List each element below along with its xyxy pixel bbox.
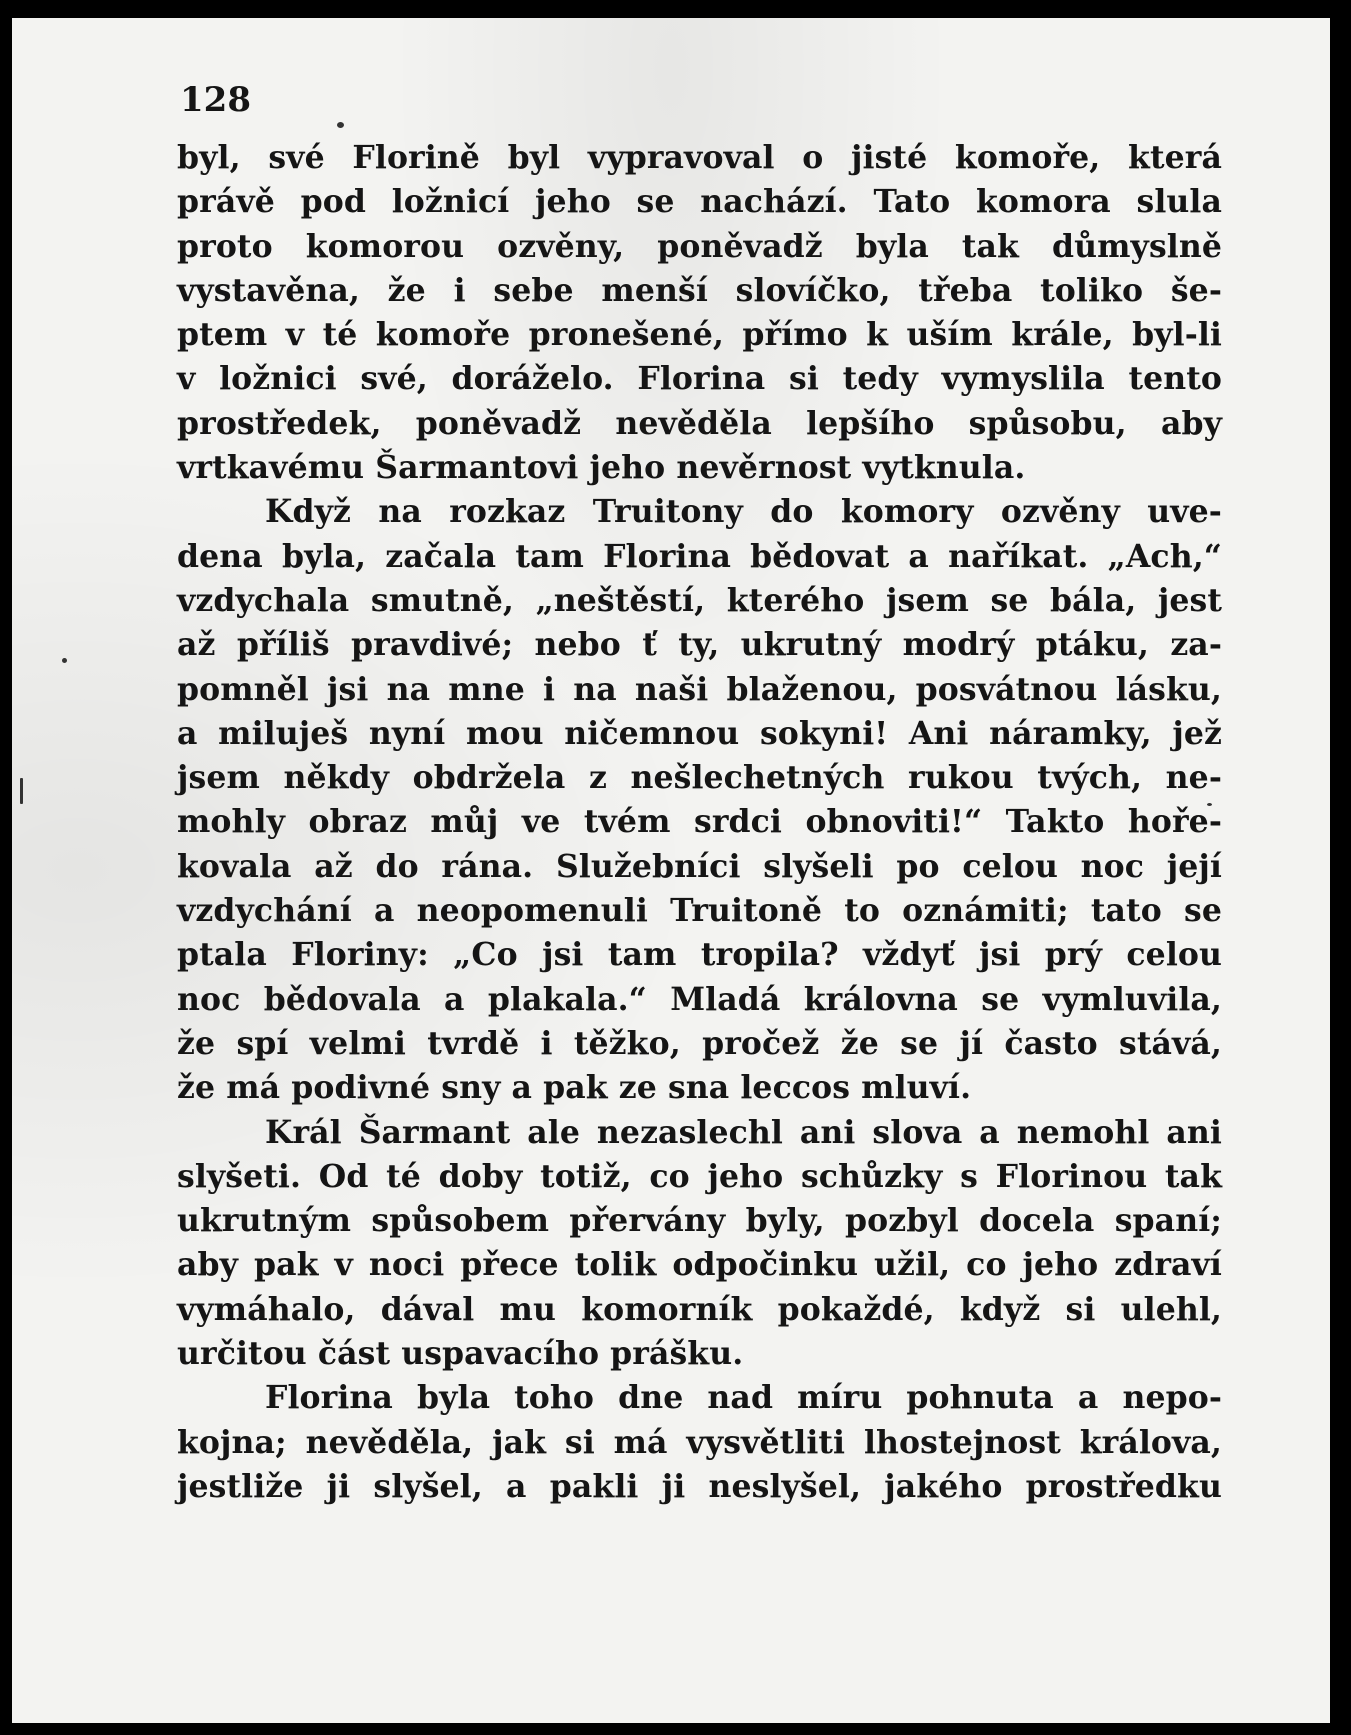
text-line: ptem v té komoře pronešené, přímo k uším krále, byl-li — [177, 316, 1222, 354]
text-line: vymáhalo, dával mu komorník pokaždé, když si ulehl, — [177, 1290, 1222, 1328]
text-line: vzdychání a neopomenuli Truitoně to oznámiti; tato se — [177, 892, 1222, 930]
print-speck — [337, 122, 344, 128]
text-line: vystavěna, že i sebe menší slovíčko, třeba toliko še- — [177, 271, 1222, 309]
text-line: v ložnici své, doráželo. Florina si tedy vymyslila tento — [177, 360, 1222, 398]
text-line: aby pak v noci přece tolik odpočinku užil, co jeho zdraví — [177, 1246, 1222, 1284]
text-line: určitou část uspavacího prášku. — [177, 1335, 744, 1373]
text-line: že má podivné sny a pak ze sna leccos mluví. — [177, 1069, 972, 1107]
text-line: až příliš pravdivé; nebo ť ty, ukrutný modrý ptáku, za- — [177, 626, 1222, 664]
text-line: vrtkavému Šarmantovi jeho nevěrnost vytknula. — [177, 449, 1026, 487]
text-line: prostředek, poněvadž nevěděla lepšího spůsobu, aby — [177, 404, 1222, 442]
text-line: dena byla, začala tam Florina bědovat a naříkat. „Ach,“ — [177, 537, 1222, 575]
body-text — [177, 136, 1222, 1509]
text-line: mohly obraz můj ve tvém srdci obnoviti!“ Takto hoře- — [177, 803, 1222, 841]
text-line: Florina byla toho dne nad míru pohnuta a nepo- — [265, 1379, 1222, 1417]
text-line: noc bědovala a plakala.“ Mladá královna se vymluvila, — [177, 980, 1222, 1018]
print-speck — [62, 658, 67, 663]
text-line: jsem někdy obdržela z nešlechetných rukou tvých, ne- — [177, 759, 1222, 797]
book-page — [12, 18, 1330, 1723]
text-line: a miluješ nyní mou ničemnou sokyni! Ani náramky, jež — [177, 714, 1222, 752]
text-line: jestliže ji slyšel, a pakli ji neslyšel, jakého prostředku — [177, 1467, 1222, 1505]
text-line: ukrutným spůsobem přervány byly, pozbyl docela spaní; — [177, 1202, 1222, 1240]
page-number: 128 — [180, 80, 251, 120]
text-line: že spí velmi tvrdě i těžko, pročež že se jí často stává, — [177, 1024, 1222, 1062]
print-speck — [20, 778, 23, 804]
text-line: slyšeti. Od té doby totiž, co jeho schůzky s Florinou tak — [177, 1157, 1222, 1195]
text-line: pomněl jsi na mne i na naši blaženou, posvátnou lásku, — [177, 670, 1222, 708]
text-line: Když na rozkaz Truitony do komory ozvěny uve- — [265, 493, 1222, 531]
text-line: Král Šarmant ale nezaslechl ani slova a nemohl ani — [265, 1113, 1222, 1151]
text-line: právě pod ložnicí jeho se nachází. Tato komora slula — [177, 183, 1222, 221]
text-line: kovala až do rána. Služebníci slyšeli po celou noc její — [177, 847, 1222, 885]
text-line: vzdychala smutně, „neštěstí, kterého jsem se bála, jest — [177, 581, 1222, 619]
text-line: proto komorou ozvěny, poněvadž byla tak důmyslně — [177, 227, 1222, 265]
text-line: byl, své Florině byl vypravoval o jisté komoře, která — [177, 139, 1222, 176]
text-line: kojna; nevěděla, jak si má vysvětliti lhostejnost králova, — [177, 1423, 1222, 1461]
text-line: ptala Floriny: „Co jsi tam tropila? vždyť jsi prý celou — [177, 936, 1222, 974]
